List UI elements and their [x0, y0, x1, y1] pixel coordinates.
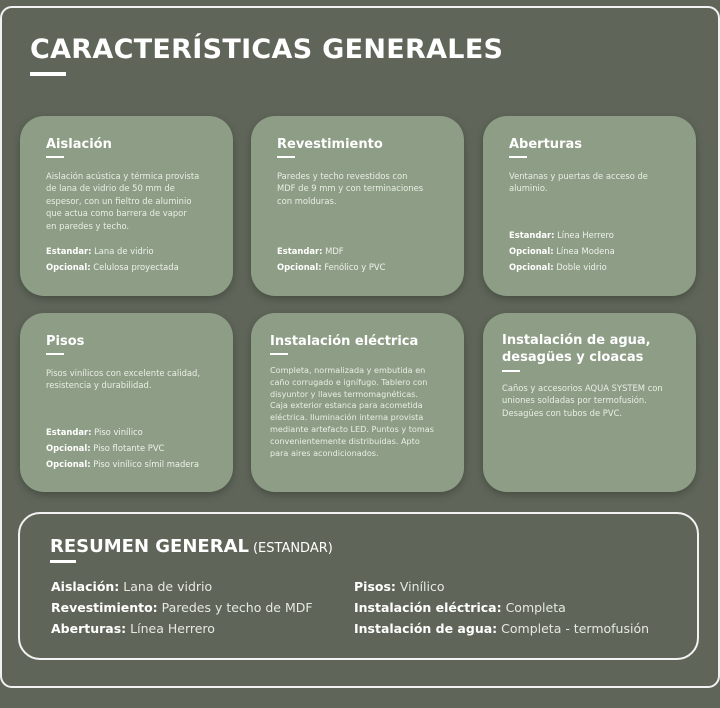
spec-value: Piso vinílico [94, 427, 143, 437]
spec-value: Línea Modena [556, 246, 615, 256]
summary-label: Instalación de agua: [354, 621, 498, 636]
card-specs [509, 227, 615, 275]
summary-title-underline [50, 560, 76, 563]
summary-row [51, 597, 313, 618]
card-title: Aislación [46, 137, 112, 152]
summary-row [51, 576, 313, 597]
card-description: Completa, normalizada y embutida en caño corrugado e ignífugo. Tablero con disyuntor y llaves termomagnéticas. Caja exterior estanca para acometida eléctrica. Iluminación interna provista mediante artefacto LED. Puntos y tomas convenientemente distribuidas. Apto para aires acondicionados. [270, 365, 434, 458]
spec-label: Opcional: [46, 443, 91, 453]
card-description: Paredes y techo revestidos con MDF de 9 mm y con terminaciones con molduras. [277, 171, 424, 206]
card-aislacion [20, 116, 233, 296]
summary-row [354, 576, 649, 597]
spec-label: Estandar: [46, 427, 92, 437]
spec-label: Opcional: [46, 459, 91, 469]
spec-label: Estandar: [46, 246, 92, 256]
summary-value: Completa [505, 600, 566, 615]
summary-value: Completa - termofusión [501, 621, 650, 636]
card-specs [46, 424, 199, 472]
spec-value: Piso vinílico símil madera [93, 459, 200, 469]
spec-row [46, 243, 179, 259]
card-specs [277, 243, 385, 275]
card-title: Instalación de agua, desagües y cloacas [502, 333, 651, 365]
spec-row [277, 259, 385, 275]
summary-label: Aberturas: [51, 621, 127, 636]
spec-label: Opcional: [509, 262, 554, 272]
card-revestimiento [251, 116, 464, 296]
card-title-underline [277, 156, 295, 158]
summary-row [354, 597, 649, 618]
card-title: Aberturas [509, 137, 582, 152]
card-title-underline [502, 370, 520, 372]
card-instalacion-electrica [251, 313, 464, 492]
spec-label: Estandar: [277, 246, 323, 256]
summary-value: Paredes y techo de MDF [161, 600, 313, 615]
page-title: CARACTERÍSTICAS GENERALES [30, 34, 504, 65]
summary-label: Pisos: [354, 579, 396, 594]
card-pisos [20, 313, 233, 492]
summary-value: Línea Herrero [130, 621, 215, 636]
summary-title-text: RESUMEN GENERAL [50, 536, 249, 557]
card-title: Revestimiento [277, 137, 383, 152]
spec-row [46, 440, 199, 456]
spec-label: Opcional: [277, 262, 322, 272]
spec-label: Opcional: [46, 262, 91, 272]
card-description: Ventanas y puertas de acceso de aluminio. [509, 171, 648, 194]
spec-row [46, 456, 199, 472]
spec-row [277, 243, 385, 259]
spec-row [509, 243, 615, 259]
spec-row [509, 259, 615, 275]
card-description: Aislación acústica y térmica provista de lana de vidrio de 50 mm de espesor, con un fieltro de aluminio que actua como barrera de vapor en paredes y techo. [46, 171, 200, 231]
summary-box [18, 512, 699, 660]
card-description: Caños y accesorios AQUA SYSTEM con uniones soldadas por termofusión. Desagües con tubos de PVC. [502, 383, 663, 418]
spec-row [46, 259, 179, 275]
spec-row [509, 227, 615, 243]
card-title: Instalación eléctrica [270, 334, 419, 349]
spec-row [46, 424, 199, 440]
spec-value: MDF [325, 246, 344, 256]
summary-row [51, 618, 313, 639]
spec-value: Celulosa proyectada [93, 262, 179, 272]
card-title-underline [509, 156, 527, 158]
summary-row [354, 618, 649, 639]
card-specs [46, 243, 179, 275]
summary-value: Lana de vidrio [123, 579, 213, 594]
card-instalacion-agua [483, 313, 696, 492]
spec-value: Fenólico y PVC [324, 262, 386, 272]
summary-title [50, 536, 333, 557]
title-underline [30, 72, 66, 76]
summary-label: Instalación eléctrica: [354, 600, 502, 615]
card-title-underline [46, 156, 64, 158]
spec-label: Estandar: [509, 230, 555, 240]
spec-value: Línea Herrero [557, 230, 614, 240]
summary-left-column [51, 576, 313, 639]
summary-value: Vinílico [399, 579, 445, 594]
summary-subtitle: (ESTANDAR) [252, 541, 333, 556]
summary-right-column [354, 576, 649, 639]
card-description: Pisos vinílicos con excelente calidad, resistencia y durabilidad. [46, 368, 201, 391]
spec-value: Piso flotante PVC [93, 443, 165, 453]
summary-label: Revestimiento: [51, 600, 158, 615]
card-title-underline [46, 353, 64, 355]
spec-value: Doble vidrio [556, 262, 607, 272]
card-title-underline [270, 353, 288, 355]
spec-label: Opcional: [509, 246, 554, 256]
card-aberturas [483, 116, 696, 296]
spec-value: Lana de vidrio [94, 246, 154, 256]
summary-label: Aislación: [51, 579, 120, 594]
card-title: Pisos [46, 334, 85, 349]
